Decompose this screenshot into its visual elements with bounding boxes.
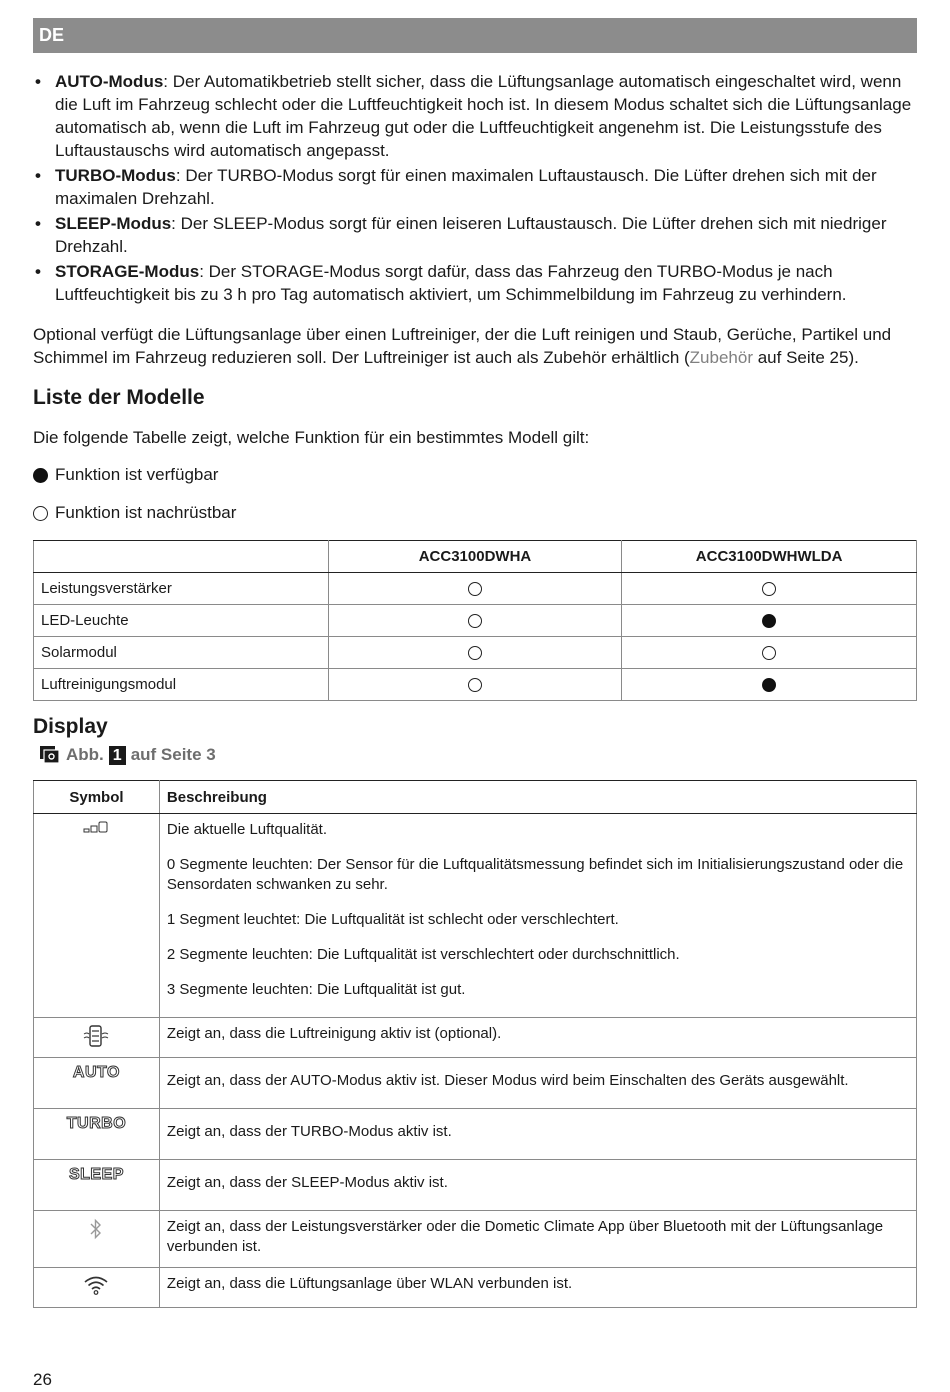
column-header: ACC3100DWHWLDA <box>622 541 917 573</box>
table-row <box>34 814 917 1018</box>
auto-text-icon: AUTO <box>72 1064 120 1081</box>
legend-label: Funktion ist verfügbar <box>55 465 219 484</box>
feature-cell <box>622 637 917 669</box>
availability-circle-icon <box>468 582 482 596</box>
table-row <box>34 1058 917 1109</box>
table-row <box>34 1018 917 1058</box>
availability-circle-icon <box>468 614 482 628</box>
air-purifier-icon <box>83 1024 109 1048</box>
legend-retrofit <box>33 502 236 524</box>
table-row <box>34 669 917 701</box>
feature-label: Solarmodul <box>34 637 329 669</box>
models-table <box>33 540 917 701</box>
display-heading: Display <box>33 715 108 738</box>
symbol-cell <box>34 1268 160 1308</box>
description-text: 3 Segmente leuchten: Die Luftqualität ist gut. <box>166 981 466 998</box>
empty-circle-icon <box>33 506 48 521</box>
availability-circle-icon <box>468 678 482 692</box>
description-text: Zeigt an, dass der TURBO-Modus aktiv ist. <box>166 1123 452 1140</box>
camera-icon <box>40 746 60 764</box>
mode-text: : Der STORAGE-Modus sorgt dafür, dass das Fahrzeug den TURBO-Modus je nach Luftfeuchtigkeit bis zu 3 h pro Tag automatisch aktiviert, um Schimmelbildung im Fahrzeug zu verhindern. <box>55 262 847 304</box>
table-row <box>34 605 917 637</box>
mode-term: TURBO-Modus <box>55 166 176 185</box>
description-text: Die aktuelle Luftqualität. <box>166 821 328 838</box>
symbol-cell <box>34 1058 160 1109</box>
feature-cell <box>622 605 917 637</box>
description-cell <box>159 1109 916 1160</box>
description-text: Zeigt an, dass der AUTO-Modus aktiv ist. Dieser Modus wird beim Einschalten des Geräts ausgewählt. <box>166 1072 849 1089</box>
column-header: Symbol <box>34 781 160 814</box>
models-intro: Die folgende Tabelle zeigt, welche Funktion für ein bestimmtes Modell gilt: <box>33 428 590 447</box>
feature-label: Luftreinigungsmodul <box>34 669 329 701</box>
feature-cell <box>622 573 917 605</box>
availability-circle-icon <box>762 614 776 628</box>
figure-number: 1 <box>109 746 126 765</box>
air-quality-segments-icon <box>83 820 109 834</box>
availability-circle-icon <box>468 646 482 660</box>
description-text: 0 Segmente leuchten: Der Sensor für die Luftqualitätsmessung befindet sich im Initialisierungszustand oder die Sensordaten schwanken zu sehr. <box>166 856 904 893</box>
description-cell <box>159 1268 916 1308</box>
turbo-text-icon: TURBO <box>66 1115 127 1132</box>
feature-label: Leistungsverstärker <box>34 573 329 605</box>
figure-prefix: Abb. <box>66 745 104 764</box>
column-header <box>34 541 329 573</box>
description-text: 2 Segmente leuchten: Die Luftqualität ist verschlechtert oder durchschnittlich. <box>166 946 680 963</box>
table-header-row <box>34 781 917 814</box>
column-header: Beschreibung <box>159 781 916 814</box>
column-header: ACC3100DWHA <box>328 541 622 573</box>
display-symbols-table <box>33 780 917 1308</box>
page-number: 26 <box>33 1370 52 1389</box>
list-item <box>33 164 919 210</box>
list-item <box>33 212 919 258</box>
feature-cell <box>622 669 917 701</box>
feature-label: LED-Leuchte <box>34 605 329 637</box>
legend-label: Funktion ist nachrüstbar <box>55 503 237 522</box>
availability-circle-icon <box>762 646 776 660</box>
feature-cell <box>328 637 622 669</box>
table-row <box>34 1268 917 1308</box>
table-row <box>34 573 917 605</box>
models-heading: Liste der Modelle <box>33 386 205 409</box>
mode-list <box>33 70 919 308</box>
figure-suffix: auf Seite 3 <box>130 745 216 764</box>
symbol-cell <box>34 1211 160 1268</box>
language-code: DE <box>39 25 65 45</box>
feature-cell <box>328 605 622 637</box>
mode-term: SLEEP-Modus <box>55 214 172 233</box>
list-item <box>33 260 919 306</box>
mode-term: AUTO-Modus <box>55 72 164 91</box>
mode-text: : Der TURBO-Modus sorgt für einen maximalen Luftaustausch. Die Lüfter drehen sich mit der maximalen Drehzahl. <box>55 166 877 208</box>
description-text: Zeigt an, dass der SLEEP-Modus aktiv ist. <box>166 1174 448 1191</box>
feature-cell <box>328 573 622 605</box>
language-header-bar <box>33 18 917 53</box>
description-text: Zeigt an, dass die Luftreinigung aktiv ist (optional). <box>166 1025 502 1042</box>
table-row <box>34 1109 917 1160</box>
availability-circle-icon <box>762 678 776 692</box>
description-cell <box>159 1160 916 1211</box>
description-text: 1 Segment leuchtet: Die Luftqualität ist schlecht oder verschlechtert. <box>166 911 619 928</box>
feature-cell <box>328 669 622 701</box>
optional-purifier-paragraph <box>33 323 919 369</box>
sleep-text-icon: SLEEP <box>68 1166 124 1183</box>
bluetooth-icon <box>89 1217 103 1241</box>
paragraph-text: auf Seite 25). <box>753 348 859 367</box>
list-item <box>33 70 919 162</box>
accessories-link[interactable]: Zubehör <box>689 348 753 367</box>
paragraph-text: Optional verfügt die Lüftungsanlage über einen Luftreiniger, der die Luft reinigen und Staub, Gerüche, Partikel und Schimmel im Fahrzeug reduzieren soll. Der Luftreiniger ist auch als Zubehör erhältlich ( <box>33 325 892 367</box>
symbol-cell <box>34 1160 160 1211</box>
table-row <box>34 637 917 669</box>
availability-circle-icon <box>762 582 776 596</box>
figure-reference[interactable] <box>40 745 216 765</box>
table-header-row <box>34 541 917 573</box>
symbol-cell <box>34 814 160 1018</box>
mode-term: STORAGE-Modus <box>55 262 200 281</box>
description-text: Zeigt an, dass die Lüftungsanlage über WLAN verbunden ist. <box>166 1275 573 1292</box>
description-cell <box>159 1018 916 1058</box>
symbol-cell <box>34 1109 160 1160</box>
mode-text: : Der Automatikbetrieb stellt sicher, dass die Lüftungsanlage automatisch eingeschaltet wird, wenn die Luft im Fahrzeug schlecht oder die Luftfeuchtigkeit hoch ist. In diesem Modus schaltet sich die Lüftungsanlage automatisch ab, wenn die Luft im Fahrzeug gut oder die Luftfeuchtigkeit angenehm ist. Die Leistungsstufe des Luftaustauschs wird automatisch angepasst. <box>55 72 912 160</box>
description-text: Zeigt an, dass der Leistungsverstärker oder die Dometic Climate App über Bluetooth mit der Lüftungsanlage verbunden ist. <box>166 1218 884 1255</box>
filled-circle-icon <box>33 468 48 483</box>
table-row <box>34 1160 917 1211</box>
wifi-icon <box>83 1274 109 1296</box>
mode-text: : Der SLEEP-Modus sorgt für einen leiseren Luftaustausch. Die Lüfter drehen sich mit niedriger Drehzahl. <box>55 214 887 256</box>
table-row <box>34 1211 917 1268</box>
description-cell <box>159 814 916 1018</box>
symbol-cell <box>34 1018 160 1058</box>
description-cell <box>159 1211 916 1268</box>
description-cell <box>159 1058 916 1109</box>
legend-available <box>33 464 218 486</box>
